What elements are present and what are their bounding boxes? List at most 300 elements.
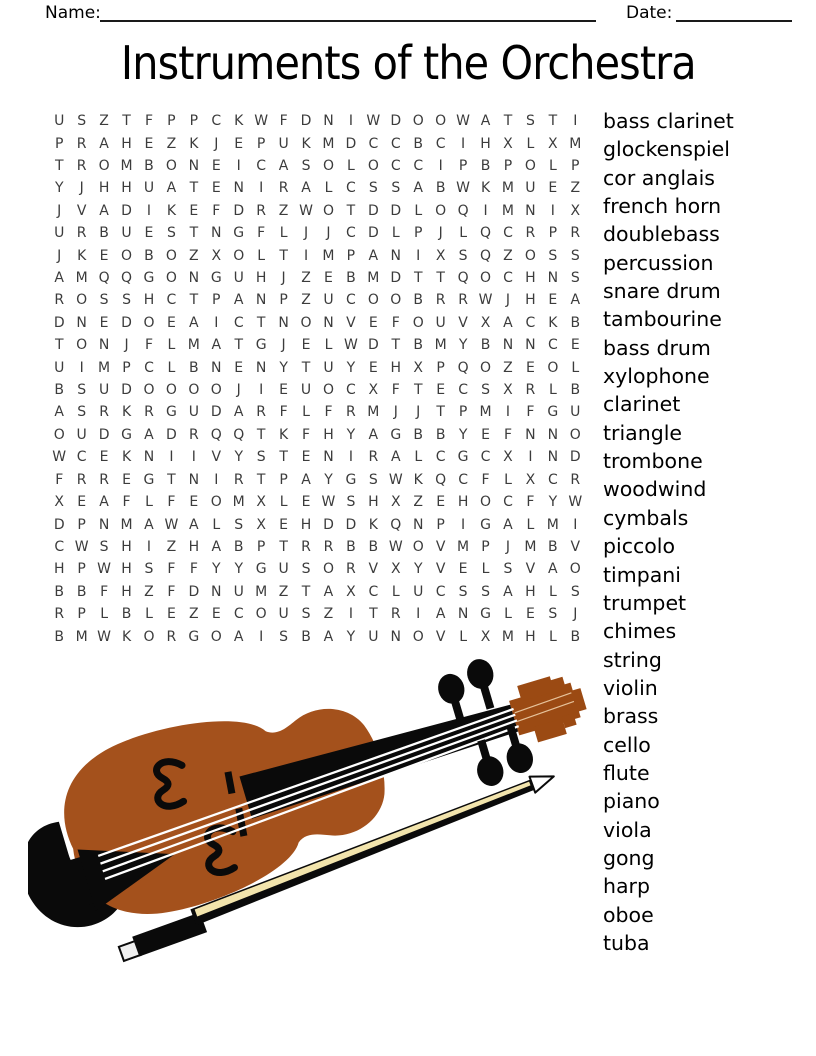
- grid-letter: X: [503, 449, 513, 466]
- grid-letter: S: [525, 113, 535, 130]
- grid-letter: M: [120, 516, 133, 533]
- grid-letter: C: [233, 314, 244, 331]
- grid-letter: W: [52, 449, 67, 466]
- grid-letter: N: [547, 426, 559, 443]
- grid-letter: T: [54, 158, 64, 175]
- grid-letter: L: [145, 606, 153, 623]
- violin-illustration: [28, 644, 600, 976]
- grid-letter: R: [99, 404, 109, 421]
- grid-letter: C: [54, 538, 65, 555]
- grid-letter: L: [279, 225, 288, 242]
- grid-letter: D: [390, 113, 402, 130]
- word-list-item: brass: [603, 704, 659, 729]
- grid-letter: L: [548, 628, 557, 645]
- grid-letter: O: [255, 606, 267, 623]
- grid-letter: C: [458, 382, 468, 399]
- grid-letter: I: [146, 538, 152, 555]
- grid-letter: L: [145, 494, 153, 511]
- grid-letter: J: [505, 292, 511, 309]
- grid-letter: A: [211, 337, 222, 354]
- grid-letter: F: [279, 113, 288, 130]
- grid-letter: A: [189, 516, 199, 533]
- grid-letter: W: [478, 292, 493, 309]
- grid-letter: Z: [570, 180, 581, 197]
- grid-letter: I: [483, 202, 488, 219]
- grid-letter: I: [214, 471, 219, 488]
- grid-letter: C: [390, 135, 401, 152]
- grid-letter: N: [278, 314, 289, 331]
- grid-letter: P: [279, 471, 288, 488]
- grid-letter: B: [144, 247, 154, 264]
- grid-letter: L: [167, 337, 176, 354]
- word-list-item: clarinet: [603, 392, 681, 417]
- grid-letter: O: [188, 382, 200, 399]
- grid-letter: O: [322, 158, 334, 175]
- grid-letter: U: [98, 382, 110, 399]
- grid-letter: C: [525, 314, 536, 331]
- grid-letter: G: [210, 270, 222, 287]
- grid-letter: U: [278, 606, 289, 623]
- grid-letter: Z: [503, 247, 513, 264]
- grid-letter: A: [435, 606, 446, 623]
- grid-letter: H: [121, 561, 132, 578]
- grid-letter: Q: [480, 225, 492, 242]
- grid-letter: U: [368, 628, 379, 645]
- grid-letter: O: [322, 382, 334, 399]
- grid-letter: T: [279, 449, 288, 466]
- grid-letter: N: [233, 180, 244, 197]
- grid-letter: E: [301, 337, 311, 354]
- pegbox-scroll: [506, 669, 592, 747]
- grid-letter: R: [54, 292, 65, 309]
- grid-letter: I: [303, 247, 309, 264]
- grid-letter: M: [501, 628, 515, 645]
- grid-letter: F: [503, 426, 512, 443]
- grid-letter: A: [503, 314, 513, 331]
- grid-letter: F: [302, 426, 311, 443]
- grid-letter: L: [167, 359, 176, 376]
- grid-letter: G: [255, 337, 267, 354]
- grid-letter: S: [391, 180, 401, 197]
- grid-letter: W: [299, 202, 313, 219]
- grid-letter: S: [166, 225, 176, 242]
- word-list-item: trombone: [603, 449, 703, 474]
- grid-letter: A: [503, 583, 513, 600]
- grid-letter: L: [526, 516, 535, 533]
- grid-letter: O: [435, 113, 447, 130]
- grid-letter: Y: [458, 426, 468, 443]
- grid-letter: F: [481, 471, 490, 488]
- grid-letter: N: [98, 337, 110, 354]
- grid-letter: L: [571, 359, 580, 376]
- grid-letter: M: [98, 359, 111, 376]
- grid-letter: J: [79, 180, 84, 197]
- grid-letter: D: [300, 113, 312, 130]
- grid-letter: I: [416, 606, 421, 623]
- grid-letter: B: [413, 135, 424, 152]
- grid-letter: J: [124, 337, 129, 354]
- grid-letter: C: [547, 471, 558, 488]
- grid-letter: S: [481, 583, 490, 600]
- grid-letter: Z: [503, 359, 513, 376]
- word-list-item: oboe: [603, 902, 654, 927]
- grid-letter: H: [53, 561, 65, 578]
- grid-letter: P: [279, 292, 288, 309]
- grid-letter: F: [122, 494, 131, 511]
- grid-letter: U: [278, 561, 289, 578]
- grid-letter: I: [191, 449, 196, 466]
- grid-letter: M: [367, 270, 380, 287]
- grid-letter: R: [570, 471, 581, 488]
- name-label: Name:: [45, 3, 101, 23]
- grid-letter: S: [77, 404, 87, 421]
- grid-letter: M: [322, 135, 335, 152]
- grid-letter: A: [503, 516, 513, 533]
- grid-letter: H: [143, 292, 155, 309]
- grid-letter: V: [435, 538, 446, 555]
- grid-letter: A: [301, 471, 311, 488]
- grid-letter: X: [390, 561, 401, 578]
- grid-letter: K: [480, 180, 491, 197]
- grid-letter: R: [346, 404, 356, 421]
- grid-letter: T: [301, 583, 311, 600]
- grid-letter: G: [188, 628, 200, 645]
- grid-letter: T: [256, 471, 266, 488]
- grid-letter: D: [367, 225, 379, 242]
- grid-letter: N: [188, 158, 200, 175]
- grid-letter: A: [144, 516, 154, 533]
- grid-letter: K: [121, 449, 132, 466]
- word-list-item: cor anglais: [603, 165, 715, 190]
- word-list-item: snare drum: [603, 279, 721, 304]
- grid-letter: I: [259, 180, 264, 197]
- grid-letter: N: [547, 270, 559, 287]
- grid-letter: V: [211, 449, 222, 466]
- grid-letter: P: [256, 135, 266, 152]
- grid-letter: B: [54, 628, 65, 645]
- grid-letter: P: [503, 158, 513, 175]
- grid-letter: F: [279, 404, 288, 421]
- word-list-item: glockenspiel: [603, 137, 730, 162]
- grid-letter: E: [481, 426, 490, 443]
- grid-letter: S: [301, 158, 311, 175]
- grid-letter: Q: [233, 426, 245, 443]
- grid-letter: D: [53, 516, 65, 533]
- word-list-item: piccolo: [603, 534, 676, 559]
- grid-letter: O: [390, 292, 402, 309]
- grid-letter: A: [368, 247, 379, 264]
- grid-letter: N: [502, 337, 514, 354]
- grid-letter: P: [77, 606, 86, 623]
- grid-letter: I: [528, 449, 533, 466]
- grid-letter: R: [390, 606, 401, 623]
- grid-letter: O: [322, 561, 334, 578]
- grid-letter: O: [322, 202, 334, 219]
- word-list-item: percussion: [603, 250, 714, 275]
- grid-letter: N: [547, 449, 559, 466]
- grid-letter: S: [548, 606, 558, 623]
- grid-letter: M: [457, 538, 470, 555]
- grid-letter: E: [279, 382, 289, 399]
- word-list-item: tuba: [603, 930, 650, 955]
- grid-letter: R: [256, 404, 267, 421]
- grid-letter: L: [100, 606, 108, 623]
- grid-letter: O: [210, 494, 222, 511]
- grid-letter: E: [166, 606, 176, 623]
- grid-letter: Y: [346, 359, 356, 376]
- grid-letter: I: [259, 628, 264, 645]
- grid-letter: J: [57, 202, 62, 219]
- grid-letter: J: [236, 382, 241, 399]
- grid-letter: B: [570, 382, 581, 399]
- grid-letter: J: [573, 606, 578, 623]
- grid-letter: L: [279, 494, 288, 511]
- grid-letter: A: [54, 404, 64, 421]
- grid-letter: T: [54, 337, 64, 354]
- grid-letter: E: [301, 494, 311, 511]
- grid-letter: Y: [346, 628, 356, 645]
- grid-letter: L: [212, 516, 221, 533]
- grid-letter: R: [368, 449, 379, 466]
- grid-letter: B: [413, 426, 424, 443]
- grid-letter: B: [435, 180, 446, 197]
- date-label: Date:: [626, 3, 673, 23]
- grid-letter: X: [346, 583, 356, 600]
- grid-letter: M: [187, 337, 200, 354]
- grid-letter: N: [323, 113, 334, 130]
- grid-letter: M: [434, 337, 447, 354]
- grid-letter: L: [548, 382, 557, 399]
- grid-letter: C: [435, 449, 446, 466]
- grid-letter: N: [323, 314, 334, 331]
- grid-letter: L: [257, 247, 266, 264]
- grid-letter: P: [548, 225, 558, 242]
- grid-letter: U: [300, 382, 312, 399]
- grid-letter: F: [144, 113, 153, 130]
- grid-letter: E: [99, 247, 109, 264]
- grid-letter: A: [301, 180, 311, 197]
- grid-letter: H: [121, 538, 132, 555]
- word-list-item: cymbals: [603, 505, 689, 530]
- grid-letter: U: [54, 113, 65, 130]
- grid-letter: F: [324, 404, 333, 421]
- grid-letter: S: [99, 292, 109, 309]
- grid-letter: C: [368, 583, 379, 600]
- grid-letter: K: [413, 471, 423, 488]
- grid-letter: K: [121, 628, 132, 645]
- grid-letter: T: [436, 270, 445, 287]
- grid-letter: S: [458, 583, 468, 600]
- grid-letter: N: [525, 202, 536, 219]
- grid-letter: E: [525, 606, 535, 623]
- grid-letter: N: [525, 426, 536, 443]
- grid-letter: P: [122, 359, 131, 376]
- grid-letter: O: [480, 270, 492, 287]
- grid-letter: Y: [212, 561, 221, 578]
- grid-letter: F: [167, 583, 176, 600]
- grid-letter: B: [368, 538, 379, 555]
- grid-letter: E: [548, 180, 558, 197]
- grid-letter: L: [548, 583, 557, 600]
- grid-letter: E: [77, 494, 87, 511]
- grid-letter: M: [322, 247, 335, 264]
- grid-letter: E: [525, 359, 535, 376]
- grid-letter: C: [435, 583, 446, 600]
- grid-letter: E: [99, 449, 109, 466]
- grid-letter: P: [212, 292, 221, 309]
- grid-letter: C: [166, 292, 177, 309]
- grid-letter: X: [413, 359, 424, 376]
- grid-letter: O: [143, 628, 155, 645]
- grid-letter: E: [324, 270, 333, 287]
- grid-letter: S: [481, 382, 490, 399]
- grid-letter: R: [144, 404, 154, 421]
- grid-letter: E: [234, 359, 244, 376]
- grid-letter: T: [346, 202, 356, 219]
- grid-letter: P: [458, 158, 468, 175]
- grid-letter: H: [121, 180, 132, 197]
- grid-letter: T: [436, 404, 445, 421]
- grid-letter: M: [501, 180, 515, 197]
- word-list-item: piano: [603, 789, 660, 814]
- grid-letter: S: [301, 561, 311, 578]
- grid-letter: I: [348, 449, 353, 466]
- grid-letter: H: [525, 628, 536, 645]
- title-row: [0, 36, 816, 90]
- grid-letter: A: [548, 561, 558, 578]
- grid-letter: J: [303, 225, 309, 242]
- grid-letter: B: [346, 538, 356, 555]
- grid-letter: S: [256, 449, 266, 466]
- grid-letter: O: [412, 113, 424, 130]
- grid-letter: C: [368, 135, 379, 152]
- grid-letter: C: [76, 449, 87, 466]
- grid-letter: E: [436, 382, 446, 399]
- grid-letter: O: [524, 158, 536, 175]
- grid-letter: H: [457, 494, 469, 511]
- grid-letter: W: [97, 561, 112, 578]
- grid-letter: S: [548, 247, 558, 264]
- grid-letter: U: [233, 583, 244, 600]
- grid-letter: O: [165, 247, 177, 264]
- grid-letter: F: [212, 202, 221, 219]
- grid-letter: D: [98, 426, 110, 443]
- grid-letter: X: [435, 247, 446, 264]
- grid-letter: S: [503, 561, 513, 578]
- grid-letter: I: [438, 158, 443, 175]
- grid-letter: B: [144, 158, 154, 175]
- grid-letter: N: [211, 359, 222, 376]
- grid-letter: R: [525, 382, 536, 399]
- grid-letter: G: [480, 516, 491, 533]
- grid-letter: H: [525, 583, 536, 600]
- grid-letter: D: [367, 337, 379, 354]
- grid-letter: U: [143, 180, 155, 197]
- word-list: [603, 107, 734, 957]
- grid-letter: Z: [278, 583, 289, 600]
- grid-letter: S: [346, 494, 356, 511]
- grid-letter: L: [414, 449, 423, 466]
- grid-letter: O: [233, 247, 245, 264]
- grid-letter: Q: [435, 471, 447, 488]
- grid-letter: F: [167, 494, 176, 511]
- grid-letter: B: [301, 628, 311, 645]
- grid-letter: Q: [480, 247, 492, 264]
- grid-letter: X: [525, 471, 536, 488]
- grid-letter: G: [345, 471, 357, 488]
- grid-letter: L: [459, 225, 467, 242]
- grid-letter: R: [256, 202, 267, 219]
- grid-letter: Z: [189, 247, 199, 264]
- grid-letter: E: [458, 561, 468, 578]
- grid-letter: S: [77, 113, 87, 130]
- grid-letter: E: [166, 314, 176, 331]
- grid-letter: I: [79, 359, 84, 376]
- grid-letter: E: [144, 135, 154, 152]
- grid-letter: W: [164, 516, 179, 533]
- grid-letter: N: [255, 359, 267, 376]
- grid-letter: P: [77, 561, 86, 578]
- grid-letter: D: [367, 202, 379, 219]
- grid-letter: P: [54, 135, 64, 152]
- grid-letter: O: [480, 359, 492, 376]
- grid-letter: H: [255, 270, 267, 287]
- grid-letter: M: [501, 202, 515, 219]
- grid-letter: V: [458, 314, 468, 331]
- grid-letter: R: [458, 292, 468, 309]
- grid-letter: O: [480, 494, 492, 511]
- grid-letter: D: [390, 270, 402, 287]
- grid-letter: P: [346, 247, 356, 264]
- grid-letter: I: [259, 382, 264, 399]
- grid-letter: H: [368, 494, 379, 511]
- grid-letter: E: [122, 471, 131, 488]
- grid-letter: A: [278, 158, 289, 175]
- grid-letter: P: [77, 516, 86, 533]
- grid-letter: K: [301, 135, 311, 152]
- grid-letter: C: [413, 158, 424, 175]
- grid-letter: D: [210, 404, 222, 421]
- grid-letter: B: [189, 359, 199, 376]
- grid-letter: T: [391, 337, 401, 354]
- grid-letter: P: [189, 113, 199, 130]
- grid-letter: O: [165, 158, 177, 175]
- grid-letter: R: [301, 538, 311, 555]
- grid-letter: J: [438, 225, 443, 242]
- grid-letter: D: [323, 516, 334, 533]
- grid-letter: A: [233, 628, 244, 645]
- grid-letter: D: [121, 202, 132, 219]
- grid-letter: Y: [234, 449, 243, 466]
- grid-letter: F: [167, 561, 176, 578]
- grid-letter: T: [369, 606, 378, 623]
- grid-letter: M: [232, 494, 245, 511]
- grid-letter: D: [188, 583, 200, 600]
- grid-letter: Z: [413, 494, 424, 511]
- name-blank-line: [100, 2, 596, 22]
- grid-letter: R: [76, 225, 87, 242]
- grid-letter: U: [54, 225, 65, 242]
- grid-letter: C: [346, 382, 356, 399]
- grid-letter: U: [323, 292, 334, 309]
- grid-letter: E: [570, 337, 580, 354]
- grid-letter: E: [211, 158, 221, 175]
- grid-letter: A: [390, 449, 401, 466]
- grid-letter: X: [256, 494, 266, 511]
- grid-letter: S: [99, 538, 109, 555]
- grid-letter: X: [256, 516, 266, 533]
- grid-letter: Z: [301, 270, 311, 287]
